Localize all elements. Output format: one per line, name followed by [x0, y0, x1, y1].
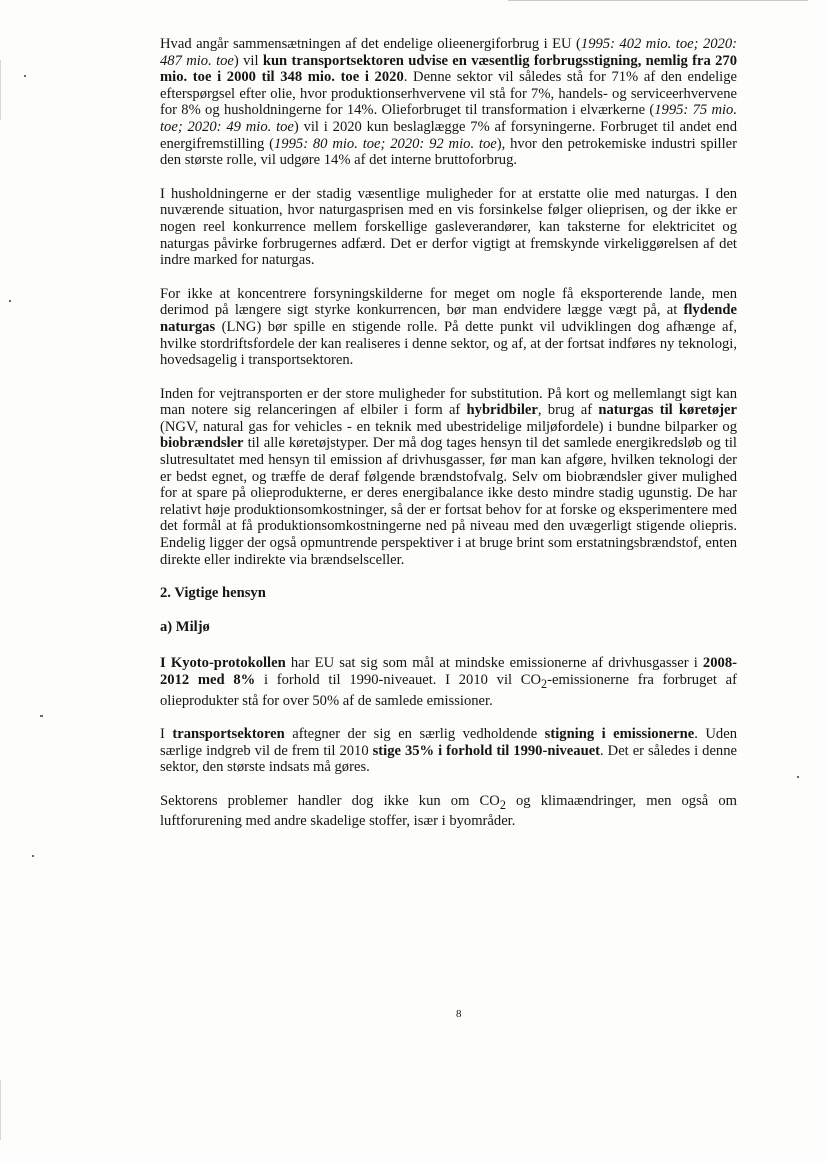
scan-artifact-left — [0, 60, 1, 120]
text-run: ) vil i 2020 kun beslaglægge 7% af forsyningerne. Forbruget til andet end energifremstilling ( — [160, 118, 737, 152]
scan-speck — [797, 776, 799, 778]
text-run: -emissionerne fra forbruget af olieprodukter stå for over 50% af de samlede emissioner. — [160, 672, 737, 709]
text-run-italic: 1995: 80 mio. toe; 2020: 92 mio. toe — [274, 135, 497, 152]
scan-artifact-left-bottom — [0, 1080, 1, 1140]
text-run-bold: 2008-2012 med 8% — [160, 655, 737, 688]
text-run: aftegner der sig en særlig vedholdende — [284, 726, 545, 743]
text-run: ) vil — [233, 52, 263, 69]
paragraph-road-transport — [160, 386, 737, 569]
paragraph-kyoto — [160, 655, 737, 709]
paragraph-lng — [160, 286, 737, 369]
text-run-italic: 1995: 75 mio. toe; 2020: 49 mio. toe — [160, 102, 737, 135]
text-run: For ikke at koncentrere forsyningskilderne for meget om nogle få eksporterende lande, men derimod på længere sigt styrke konkurrencen, bør man endvidere lægge vægt på, at — [160, 285, 737, 319]
text-run: Sektorens problemer handler dog ikke kun om CO — [160, 792, 500, 809]
text-run-bold: hybridbiler — [466, 402, 538, 419]
text-run: i forhold til 1990-niveauet. I 2010 vil CO — [255, 672, 542, 688]
text-run: ), hvor den petrokemiske industri spiller den største rolle, vil udgøre 14% af det interne bruttoforbrug. — [160, 135, 737, 169]
text-run-bold: transportsektoren — [172, 726, 285, 743]
paragraph-transport-emissions — [160, 726, 737, 776]
scan-speck — [9, 300, 11, 302]
paragraph-air-pollution — [160, 793, 737, 830]
text-run: , brug af — [537, 402, 599, 419]
text-run: (NGV, natural gas for vehicles - en teknik med ubestridelige miljøfordele) i bundne bilparker og — [160, 418, 737, 435]
text-run: og klimaændringer, men også om luftforurening med andre skadelige stoffer, især i byområder. — [160, 792, 737, 830]
text-run: . Denne sektor vil således stå for 71% af den endelige efterspørgsel efter olie, hvor produktionserhvervene vil stå for 7%, handels- og serviceerhvervene for 8% og husholdningerne for 14%. Olieforbruget til transformation i elværkerne ( — [160, 69, 737, 119]
text-run-bold: biobrændsler — [160, 435, 244, 452]
paragraph-oil-consumption — [160, 36, 737, 169]
text-run-bold: kun transportsektoren udvise en væsentlig forbrugsstigning, nemlig fra 270 mio. toe i 2000 til 348 mio. toe i 2020 — [160, 52, 737, 86]
text-run: har EU sat sig som mål at mindske emissionerne af drivhusgasser i — [285, 655, 703, 672]
page-number: 8 — [456, 1008, 462, 1020]
scan-top-border — [508, 0, 808, 1]
text-run: (LNG) bør spille en stigende rolle. På dette punkt vil udviklingen dog afhænge af, hvilke stordriftsfordele der kan realiseres i denne sektor, og af, at der fortsat indføres ny teknologi, hovedsagelig i transportsektoren. — [160, 318, 737, 369]
subscript: 2 — [541, 676, 548, 691]
text-run: Hvad angår sammensætningen af det endelige olieenergiforbrug i EU ( — [160, 36, 581, 52]
paragraph-households: I husholdningerne er der stadig væsentlige muligheder for at erstatte olie med naturgas. I den nuværende situation, hvor naturgasprisen med en vis forsinkelse følger olieprisen, og der ikke er nogen reel konkurrence mellem forskellige gasleverandører, kan taksterne for elektricitet og naturgas påvirke forbrugernes adfærd. Det er derfor vigtigt at fremskynde virkeliggørelsen af det indre marked for naturgas. — [160, 185, 737, 269]
text-run-bold: stige 35% i forhold til 1990-niveauet — [372, 742, 601, 759]
section-heading: 2. Vigtige hensyn — [160, 585, 266, 602]
subsection-heading: a) Miljø — [160, 618, 210, 635]
text-run: . Det er således i denne sektor, den største indsats må gøres. — [160, 742, 737, 776]
text-run-bold: flydende naturgas — [160, 302, 737, 335]
text-run: Inden for vejtransporten er der store muligheder for substitution. På kort og mellemlangt sigt kan man notere sig relanceringen af elbiler i form af — [160, 385, 737, 419]
text-run: til alle køretøjstyper. Der må dog tages hensyn til det samlede energikredsløb og til slutresultatet med hensyn til emission af drivhusgasser, før man kan afgøre, hvilken teknologi der er bedst egnet, og træffe de deraf følgende brændstofvalg. Selv om biobrændsler giver mulighed for at spare på olieprodukterne, er deres energibalance ikke desto mindre stadig ugunstig. De har relativt høje produktionsomkostninger, så der er fortsat behov for at forske og eksperimentere med det formål at få produktionsomkostningerne ned på niveau med den uvægerligt stigende oliepris. Endelig ligger der også opmuntrende perspektiver i at bruge brint som erstatningsbrændstof, enten direkte eller indirekte via brændselsceller. — [160, 435, 737, 568]
text-run: . Uden særlige indgreb vil de frem til 2010 — [160, 726, 737, 759]
subscript: 2 — [499, 797, 506, 812]
text-run-bold: stigning i emissionerne — [544, 726, 695, 743]
text-run-italic: 1995: 402 mio. toe; 2020: 487 mio. toe — [160, 36, 738, 69]
text-run: I — [160, 726, 173, 743]
scan-speck — [32, 855, 34, 857]
document-body — [160, 36, 737, 847]
scan-speck — [40, 715, 43, 717]
scan-speck — [24, 75, 26, 77]
text-run-bold: naturgas til køretøjer — [598, 402, 738, 419]
text-run-bold: I Kyoto-protokollen — [160, 655, 286, 672]
